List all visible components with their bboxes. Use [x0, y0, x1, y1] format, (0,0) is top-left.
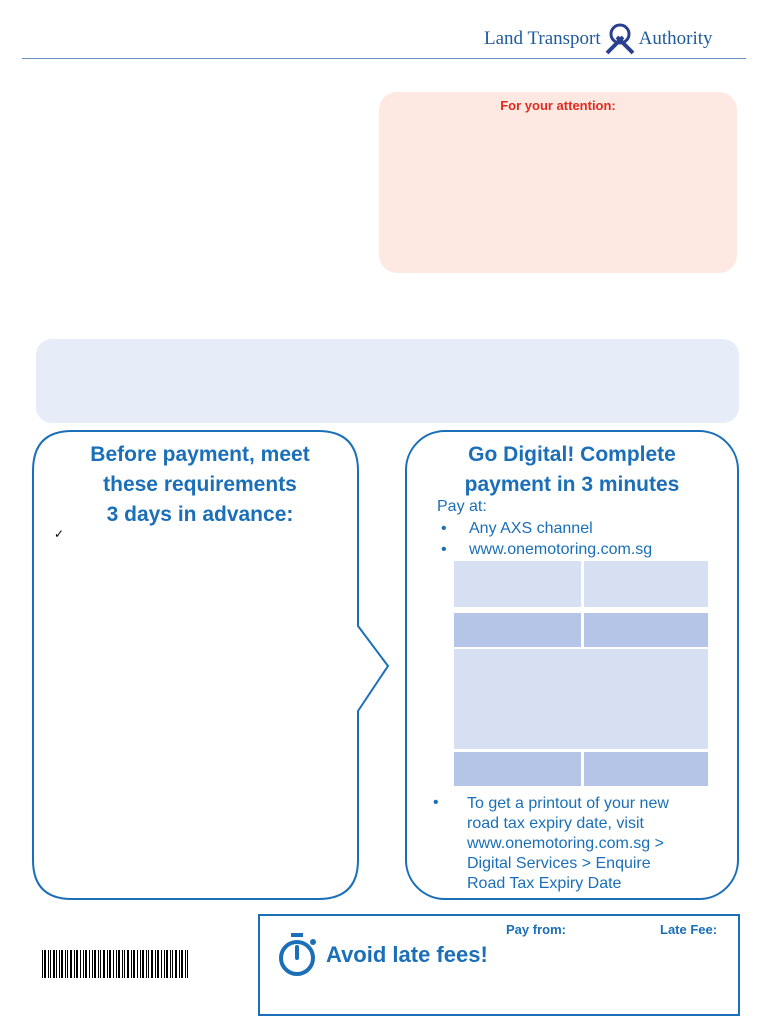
- printout-line: To get a printout of your new: [467, 795, 669, 812]
- header-divider: [22, 58, 746, 59]
- lta-emblem-icon: [603, 22, 637, 56]
- logo-text-right: Authority: [638, 28, 713, 49]
- table-cell: [454, 649, 708, 749]
- table-cell: [584, 561, 708, 607]
- table-cell: [454, 561, 581, 607]
- printout-line: road tax expiry date, visit: [467, 815, 644, 832]
- late-fee-label: Late Fee:: [660, 922, 718, 937]
- requirements-title: [44, 440, 356, 530]
- go-digital-title-line-2: payment in 3 minutes: [464, 473, 680, 496]
- printout-item: [431, 794, 731, 894]
- stopwatch-icon: [274, 932, 320, 978]
- printout-line: Road Tax Expiry Date: [467, 875, 622, 892]
- late-fees-box: [258, 914, 740, 1016]
- channel-item: [437, 541, 652, 559]
- requirements-title-line-3: 3 days in advance:: [106, 503, 294, 526]
- logo-text-left: Land Transport: [484, 28, 601, 49]
- pay-from-label: Pay from:: [506, 922, 566, 937]
- table-cell: [584, 752, 708, 786]
- bullet-icon: •: [433, 794, 439, 811]
- lta-logo: [484, 22, 713, 56]
- printout-line: www.onemotoring.com.sg >: [467, 835, 664, 852]
- go-digital-panel: [405, 430, 739, 900]
- go-digital-title-line-1: Go Digital! Complete: [468, 443, 676, 466]
- go-digital-title: [407, 440, 737, 500]
- avoid-late-fees-heading: Avoid late fees!: [326, 942, 488, 967]
- bullet-icon: •: [441, 541, 447, 558]
- attention-box: [379, 92, 737, 273]
- channel-onemotoring: www.onemotoring.com.sg: [469, 541, 653, 558]
- requirements-title-line-1: Before payment, meet: [90, 443, 310, 466]
- channel-item: [437, 520, 593, 538]
- table-cell: [454, 752, 581, 786]
- table-cell: [584, 613, 708, 647]
- requirements-title-line-2: these requirements: [103, 473, 297, 496]
- attention-title: For your attention:: [500, 98, 616, 113]
- printout-text: [467, 794, 669, 894]
- channel-axs: Any AXS channel: [469, 520, 593, 537]
- bullet-icon: •: [441, 520, 447, 537]
- table-cell: [454, 613, 581, 647]
- info-banner: [36, 339, 739, 423]
- requirements-panel: [32, 430, 392, 900]
- barcode-icon: [42, 950, 188, 978]
- printout-line: Digital Services > Enquire: [467, 855, 651, 872]
- check-icon: ✓: [54, 527, 65, 541]
- pay-at-label: Pay at:: [437, 498, 487, 515]
